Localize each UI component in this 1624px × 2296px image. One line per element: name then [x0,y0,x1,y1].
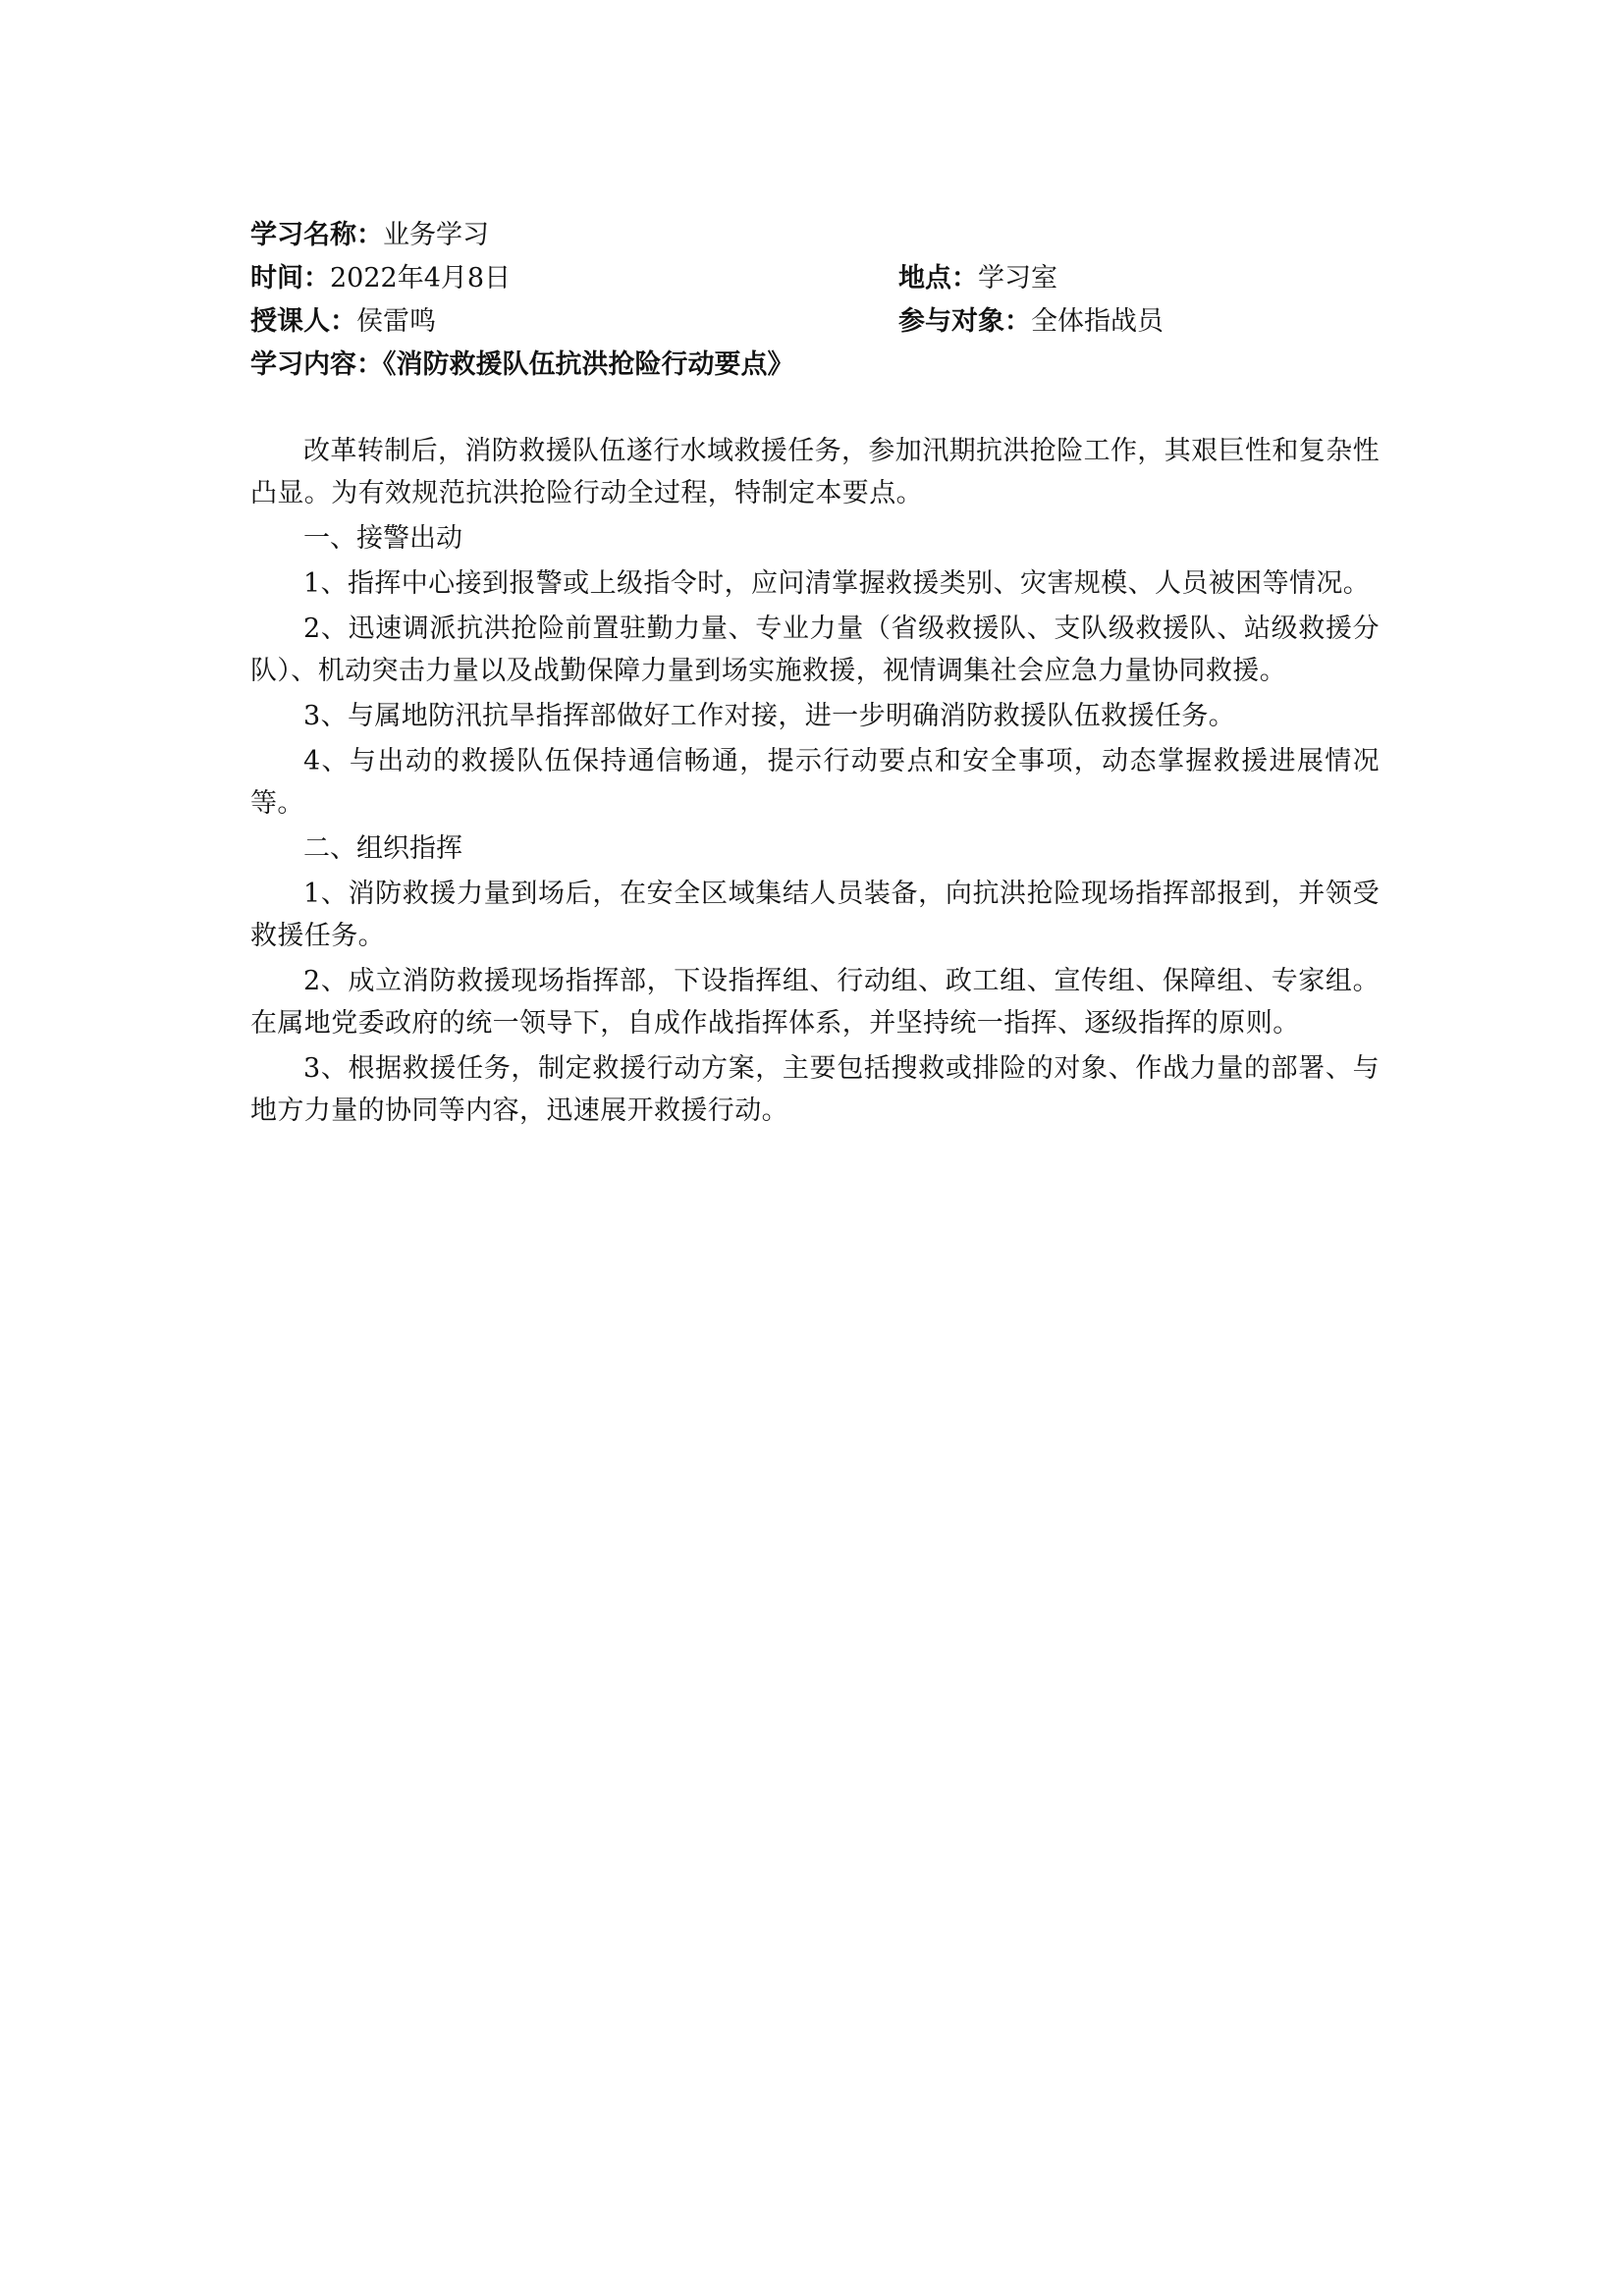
section1-paragraph: 2、迅速调派抗洪抢险前置驻勤力量、专业力量（省级救援队、支队级救援队、站级救援分队）、机动突击力量以及战勤保障力量到场实施救援，视情调集社会应急力量协同救援。 [250,614,1380,686]
study-name-label: 学习名称： [250,220,383,250]
section2-paragraph: 1、消防救援力量到场后，在安全区域集结人员装备，向抗洪抢险现场指挥部报到，并领受救援任务。 [250,879,1380,951]
lecturer-participants-line [250,300,1380,344]
section2-paragraph: 2、成立消防救援现场指挥部，下设指挥组、行动组、政工组、宣传组、保障组、专家组。在属地党委政府的统一领导下，自成作战指挥体系，并坚持统一指挥、逐级指挥的原则。 [250,966,1380,1039]
study-name-value: 业务学习 [383,220,489,250]
location-field [898,257,1057,300]
section2-paragraph: 3、根据救援任务，制定救援行动方案，主要包括搜救或排险的对象、作战力量的部署、与地方力量的协同等内容，迅速展开救援行动。 [250,1053,1380,1126]
intro-paragraph: 改革转制后，消防救援队伍遂行水域救援任务，参加汛期抗洪抢险工作，其艰巨性和复杂性凸显。为有效规范抗洪抢险行动全过程，特制定本要点。 [250,436,1380,508]
section1-paragraph: 4、与出动的救援队伍保持通信畅通，提示行动要点和安全事项，动态掌握救援进展情况等。 [250,746,1380,819]
time-value: 2022年4月8日 [330,263,512,294]
section-heading-1: 一、接警出动 [303,523,462,554]
lecturer-value: 侯雷鸣 [356,306,436,337]
participants-value: 全体指战员 [1031,306,1164,337]
section-heading-2: 二、组织指挥 [303,833,462,864]
section1-paragraph: 3、与属地防汛抗旱指挥部做好工作对接，进一步明确消防救援队伍救援任务。 [303,701,1236,731]
document-body [250,430,1380,1132]
section1-paragraph: 1、指挥中心接到报警或上级指令时，应问清掌握救援类别、灾害规模、人员被困等情况。 [303,568,1371,599]
participants-field [898,300,1164,344]
location-label: 地点： [898,263,978,294]
participants-label: 参与对象： [898,306,1031,337]
document-page [250,214,1380,1135]
study-name-line [250,214,1380,257]
content-title: 《消防救援队伍抗洪抢险行动要点》 [383,349,794,380]
time-label: 时间： [250,263,330,294]
time-location-line [250,257,1380,300]
location-value: 学习室 [978,263,1057,294]
content-line [250,344,1380,387]
lecturer-label: 授课人： [250,306,356,337]
content-label: 学习内容： [250,349,383,380]
